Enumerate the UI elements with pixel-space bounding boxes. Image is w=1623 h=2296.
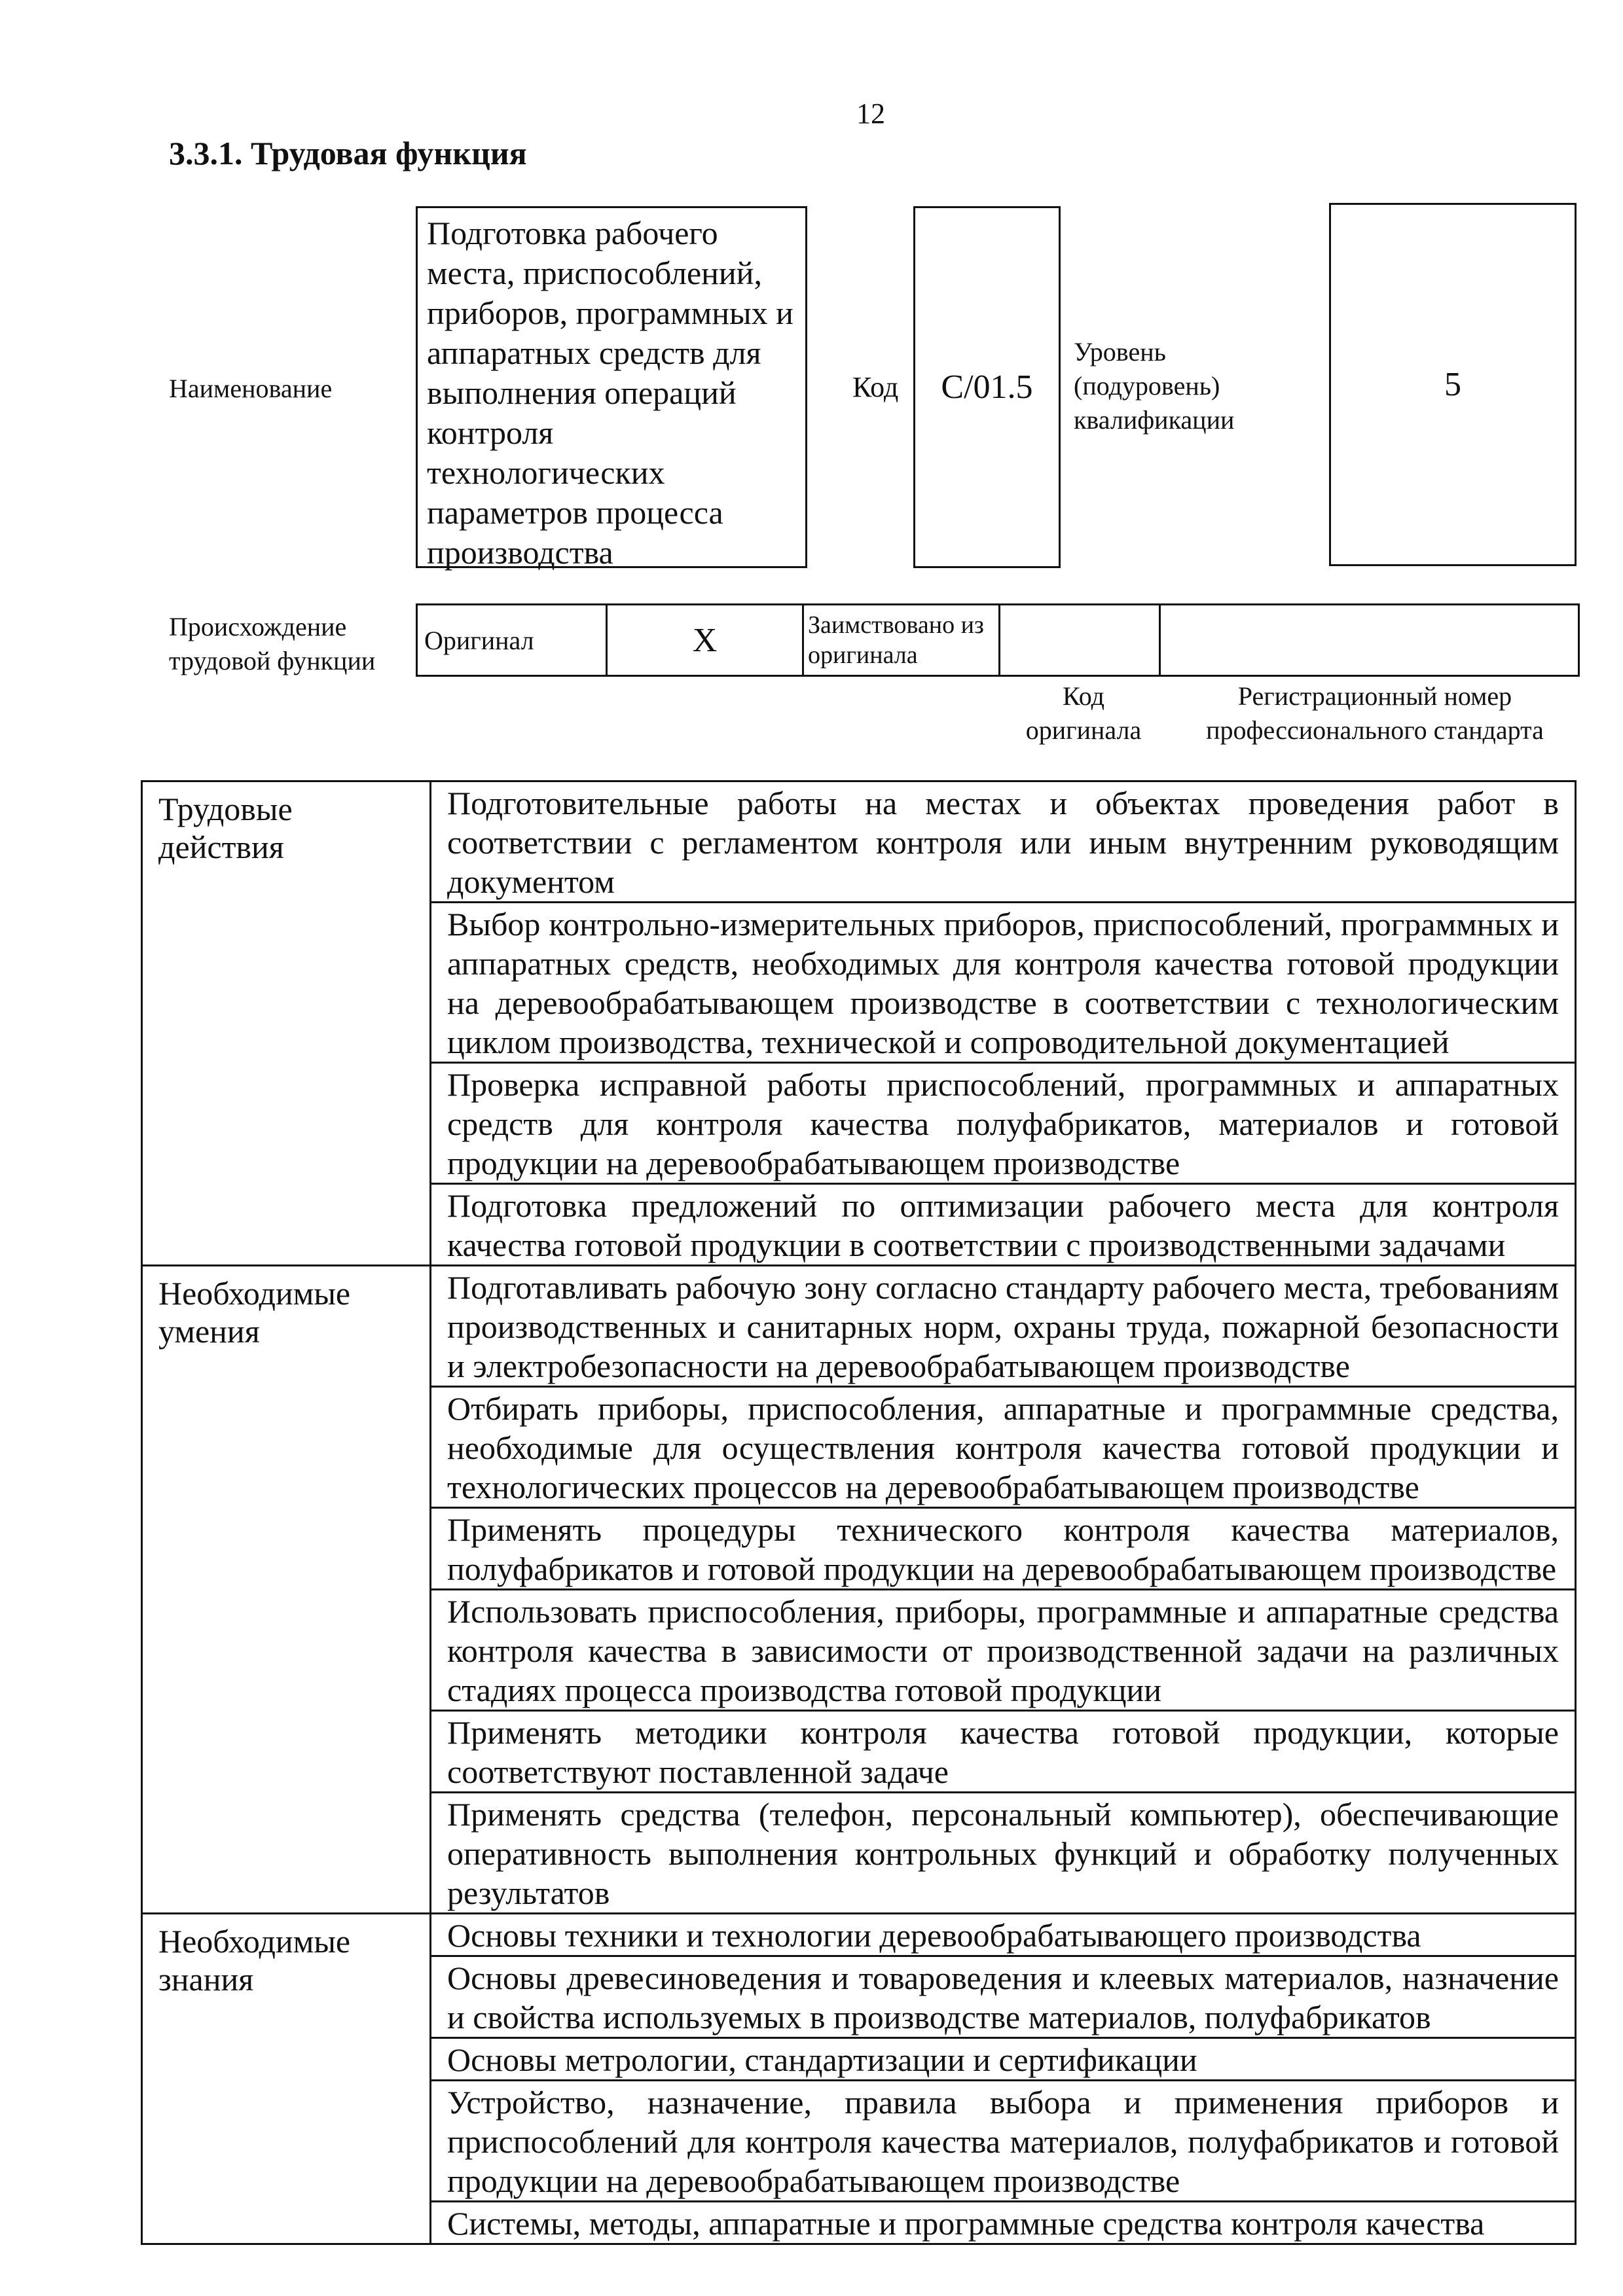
function-details-table — [141, 780, 1577, 2245]
category-cell: Необходимые знания — [142, 1914, 431, 2244]
reg-number-cell — [1160, 605, 1579, 676]
name-label: Наименование — [169, 374, 333, 403]
item-cell: Устройство, назначение, правила выбора и применения приборов и приспособлений для контроля качества материалов, полуфабрикатов и готовой продукции на деревообрабатывающем производстве — [431, 2081, 1576, 2202]
table-row — [142, 781, 1576, 903]
original-mark: X — [607, 605, 803, 676]
code-box — [913, 206, 1061, 568]
origin-table — [416, 603, 1580, 677]
code-original-cell — [1000, 605, 1160, 676]
function-name-box — [416, 206, 807, 571]
level-box — [1329, 203, 1577, 566]
item-cell: Основы древесиноведения и товароведения и клеевых материалов, назначение и свойства используемых в производстве материалов, полуфабрикатов — [431, 1956, 1576, 2038]
level-label: Уровень (подуровень) квалификации — [1074, 337, 1235, 435]
reg-number-caption: Регистрационный номер профессионального стандарта — [1206, 681, 1544, 745]
table-row — [142, 1914, 1576, 1956]
item-cell: Основы техники и технологии деревообрабатывающего производства — [431, 1914, 1576, 1956]
borrowed-label: Заимствовано из оригинала — [803, 605, 1000, 676]
code-value: C/01.5 — [941, 368, 1033, 406]
item-cell: Отбирать приборы, приспособления, аппаратные и программные средства, необходимые для осуществления контроля качества готовой продукции и технологических процессов на деревообрабатывающем производстве — [431, 1387, 1576, 1508]
section-title: 3.3.1. Трудовая функция — [169, 135, 527, 171]
original-label: Оригинал — [417, 605, 607, 676]
item-cell: Выбор контрольно-измерительных приборов, приспособлений, программных и аппаратных средств, необходимых для контроля качества готовой продукции на деревообрабатывающем производстве в соответствии с технологическим циклом производства, технической и сопроводительной документацией — [431, 903, 1576, 1063]
item-cell: Системы, методы, аппаратные и программные средства контроля качества — [431, 2202, 1576, 2244]
item-cell: Подготавливать рабочую зону согласно стандарту рабочего места, требованиям производственных и санитарных норм, охраны труда, пожарной безопасности и электробезопасности на деревообрабатывающем производстве — [431, 1266, 1576, 1387]
item-cell: Подготовительные работы на местах и объектах проведения работ в соответствии с регламентом контроля или иным внутренним руководящим документом — [431, 781, 1576, 903]
item-cell: Применять методики контроля качества готовой продукции, которые соответствуют поставленной задаче — [431, 1711, 1576, 1793]
item-cell: Подготовка предложений по оптимизации рабочего места для контроля качества готовой продукции в соответствии с производственными задачами — [431, 1184, 1576, 1266]
code-label: Код — [852, 371, 899, 403]
item-cell: Использовать приспособления, приборы, программные и аппаратные средства контроля качества в зависимости от производственной задачи на различных стадиях процесса производства готовой продукции — [431, 1590, 1576, 1711]
code-original-caption: Код оригинала — [1025, 681, 1142, 745]
category-cell: Необходимые умения — [142, 1266, 431, 1914]
item-cell: Основы метрологии, стандартизации и сертификации — [431, 2038, 1576, 2081]
table-row — [142, 1266, 1576, 1387]
page-number: 12 — [856, 98, 885, 130]
item-cell: Применять средства (телефон, персональный компьютер), обеспечивающие оперативность выполнения контрольных функций и обработку полученных результатов — [431, 1793, 1576, 1914]
item-cell: Применять процедуры технического контроля качества материалов, полуфабрикатов и готовой продукции на деревообрабатывающем производстве — [431, 1508, 1576, 1590]
level-value: 5 — [1444, 366, 1461, 403]
item-cell: Проверка исправной работы приспособлений, программных и аппаратных средств для контроля качества полуфабрикатов, материалов и готовой продукции на деревообрабатывающем производстве — [431, 1063, 1576, 1184]
category-cell: Трудовые действия — [142, 781, 431, 1266]
origin-label: Происхождение трудовой функции — [169, 612, 376, 675]
function-name-value: Подготовка рабочего места, приспособлений, приборов, программных и аппаратных средств для выполнения операций контроля технологических параметров процесса производства — [427, 215, 793, 571]
